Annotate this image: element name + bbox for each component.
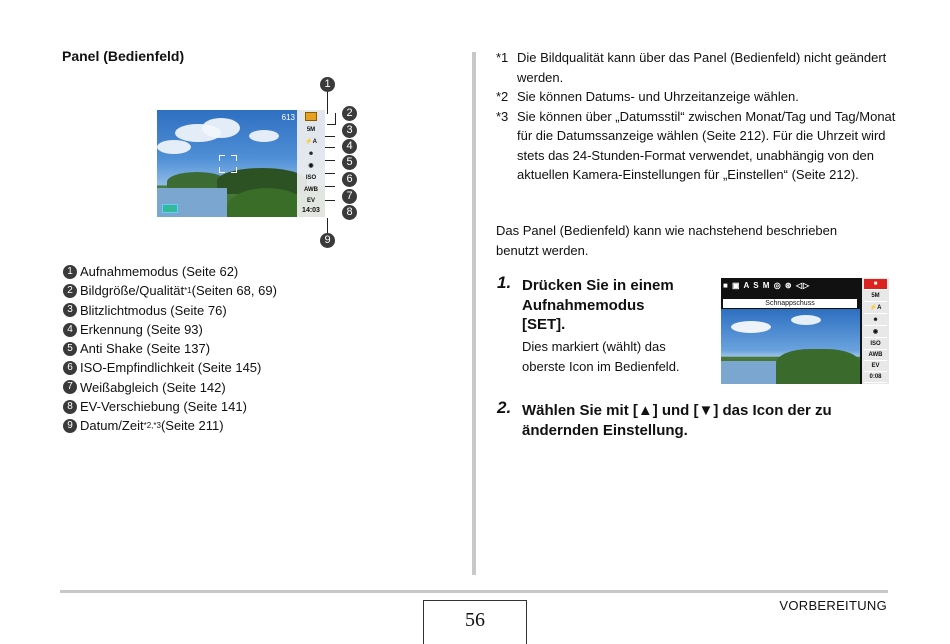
iso-icon: ISO xyxy=(864,339,887,350)
step-2-number: 2. xyxy=(497,398,512,417)
callout-3: 3 xyxy=(342,123,357,138)
legend-item: 6 ISO-Empfindlichkeit (Seite 145) xyxy=(63,358,277,377)
time-display: 0:08 xyxy=(864,372,887,383)
panel-icon-bar xyxy=(297,110,325,217)
leader-line xyxy=(325,186,335,187)
column-divider xyxy=(472,52,476,575)
image-size-quality-icon: 5M xyxy=(864,291,887,302)
step-1-number: 1. xyxy=(497,273,512,292)
panel-sidebar xyxy=(862,278,889,384)
iso-icon: ISO xyxy=(305,175,317,181)
time-display: 14:03 xyxy=(302,207,320,214)
focus-frame xyxy=(219,155,237,173)
ev-shift-icon: EV xyxy=(306,198,315,204)
mode-bar: ■ ▣ A S M ◎ ⊛ ◁▷ xyxy=(723,281,811,290)
callout-2: 2 xyxy=(342,106,357,121)
leader-line xyxy=(327,124,335,125)
image-size-quality-icon: 5M xyxy=(306,127,316,133)
ev-shift-icon: EV xyxy=(864,361,887,372)
record-mode-icon: ■ xyxy=(864,279,887,290)
legend-item: 9 Datum/Zeit *2,*3 (Seite 211) xyxy=(63,416,277,435)
leader-line xyxy=(325,160,335,161)
leader-line xyxy=(327,92,328,114)
callout-7: 7 xyxy=(342,189,357,204)
section-label: VORBEREITUNG xyxy=(779,598,887,613)
legend-item: 3 Blitzlichtmodus (Seite 76) xyxy=(63,301,277,320)
legend-item: 1 Aufnahmemodus (Seite 62) xyxy=(63,262,277,281)
anti-shake-icon: ◉ xyxy=(308,163,314,169)
leader-line xyxy=(325,147,335,148)
step-1-description: Dies markiert (wählt) das oberste Icon im Bedienfeld. xyxy=(522,339,680,374)
footnote: *3 Sie können über „Datumsstil“ zwischen Monat/Tag und Tag/Monat für die Datumssanzeige wählen (Seite 212). Für die Uhrzeit wird stets das 24-Stunden-Format verwendet, unabhängig von den aktuellen Kamera-Einstellungen für „Einstellen“ (Seite 212). xyxy=(496,108,896,182)
footer-rule xyxy=(60,590,888,593)
record-mode-icon xyxy=(299,112,323,122)
shots-remaining: 613 xyxy=(281,113,295,122)
page-number: 56 xyxy=(423,600,527,644)
flash-mode-icon: ⚡A xyxy=(864,303,887,314)
white-balance-icon: AWB xyxy=(304,187,318,193)
intro-paragraph: Das Panel (Bedienfeld) kann wie nachstehend beschrieben benutzt werden. xyxy=(496,223,838,258)
legend-item: 8 EV-Verschiebung (Seite 141) xyxy=(63,397,277,416)
white-balance-icon: AWB xyxy=(864,350,887,361)
callout-6: 6 xyxy=(342,172,357,187)
cloud xyxy=(249,130,279,142)
footnote: *2 Sie können Datums- und Uhrzeitanzeige wählen. xyxy=(496,89,799,104)
face-detection-icon: ☻ xyxy=(307,151,315,157)
callout-5: 5 xyxy=(342,155,357,170)
landscape-image xyxy=(721,309,860,384)
camera-screen-panel-figure xyxy=(721,278,889,384)
callout-9: 9 xyxy=(320,233,335,248)
step-1-title: Drücken Sie in einem Aufnahmemodus [SET]. xyxy=(522,277,674,333)
legend-item: 7 Weißabgleich (Seite 142) xyxy=(63,378,277,397)
leader-line xyxy=(325,136,335,137)
step-2-title: Wählen Sie mit [▲] und [▼] das Icon der zu ändernden Einstellung. xyxy=(522,402,832,439)
battery-icon xyxy=(162,204,178,213)
callout-4: 4 xyxy=(342,139,357,154)
cloud xyxy=(202,118,240,138)
camera-screen-figure xyxy=(157,110,325,217)
leader-line xyxy=(325,200,335,201)
callout-8: 8 xyxy=(342,205,357,220)
mode-label: Schnappschuss xyxy=(723,299,857,308)
leader-line xyxy=(335,113,336,125)
legend-item: 2 Bildgröße/Qualität *1 (Seiten 68, 69) xyxy=(63,281,277,300)
left-heading: Panel (Bedienfeld) xyxy=(62,48,185,64)
legend-item: 5 Anti Shake (Seite 137) xyxy=(63,339,277,358)
footnotes xyxy=(496,48,896,185)
callout-1: 1 xyxy=(320,77,335,92)
cloud xyxy=(157,140,191,154)
face-detection-icon: ☻ xyxy=(864,315,887,326)
flash-mode-icon: ⚡A xyxy=(305,139,317,145)
footnote: *1 Die Bildqualität kann über das Panel (Bedienfeld) nicht geändert werden. xyxy=(496,50,887,85)
legend-list xyxy=(63,262,277,436)
leader-line xyxy=(325,173,335,174)
legend-item: 4 Erkennung (Seite 93) xyxy=(63,320,277,339)
anti-shake-icon: ◉ xyxy=(864,327,887,338)
